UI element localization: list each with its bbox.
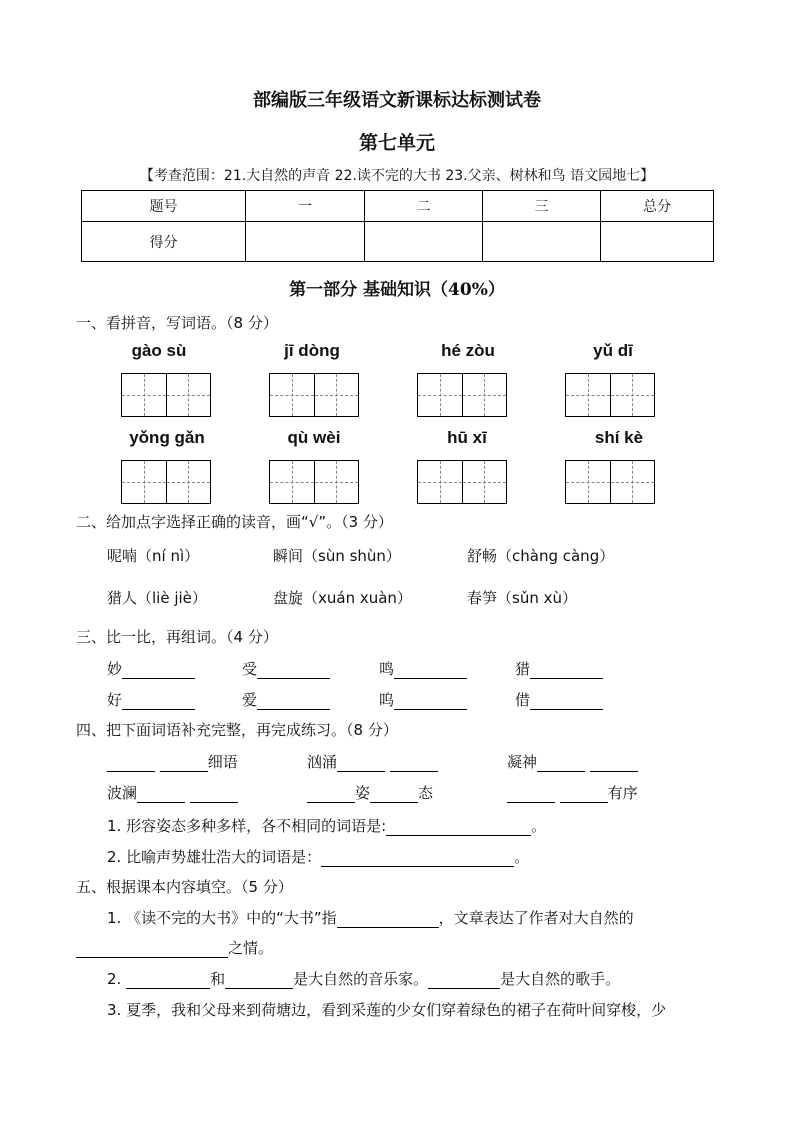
- score-header-cell: 题号: [82, 191, 246, 222]
- part-one-title: 第一部分 基础知识（40%）: [289, 280, 505, 300]
- answer-blank[interactable]: [76, 941, 228, 958]
- q4-subquestion-2: [107, 846, 529, 867]
- reading-choice-item[interactable]: 呢喃（ní nì）: [107, 547, 200, 565]
- answer-blank[interactable]: [160, 755, 208, 772]
- subquestion-text: 2. 比喻声势雄壮浩大的词语是：: [107, 848, 322, 866]
- compare-char: 鸣: [379, 660, 395, 678]
- compare-word-item: [107, 689, 195, 710]
- writing-grid[interactable]: [565, 373, 655, 417]
- q5-line-3: [107, 968, 620, 989]
- question-4-heading: 四、把下面词语补充完整，再完成练习。（8 分）: [76, 721, 398, 739]
- answer-blank[interactable]: [307, 786, 355, 803]
- pinyin-label: jī dòng: [284, 341, 340, 360]
- writing-grid[interactable]: [565, 460, 655, 504]
- compare-char: 猎: [515, 660, 531, 678]
- answer-blank[interactable]: [107, 755, 155, 772]
- reading-choice-item[interactable]: 瞬间（sùn shùn）: [273, 547, 401, 565]
- compare-char: 受: [242, 660, 258, 678]
- writing-grid[interactable]: [417, 373, 507, 417]
- reading-choice-item[interactable]: 猎人（liè jiè）: [107, 589, 207, 607]
- idiom-part: 汹涌: [307, 753, 338, 771]
- answer-blank[interactable]: [190, 786, 238, 803]
- answer-blank[interactable]: [257, 693, 330, 710]
- answer-blank[interactable]: [394, 662, 467, 679]
- compare-word-item: [379, 658, 467, 679]
- fill-text: ，文章表达了作者对大自然的: [438, 909, 634, 927]
- score-row-label: 得分: [82, 222, 246, 262]
- compare-char: 呜: [379, 691, 395, 709]
- answer-blank[interactable]: [560, 786, 608, 803]
- fill-text: 是大自然的歌手。: [500, 970, 621, 988]
- question-1-heading: 一、看拼音，写词语。（8 分）: [76, 314, 278, 332]
- compare-char: 借: [515, 691, 531, 709]
- writing-grid[interactable]: [269, 460, 359, 504]
- score-header-cell: 一: [246, 191, 365, 222]
- question-3-heading: 三、比一比，再组词。（4 分）: [76, 628, 278, 646]
- answer-blank[interactable]: [530, 693, 603, 710]
- answer-blank[interactable]: [337, 755, 385, 772]
- idiom-part: 波澜: [107, 784, 138, 802]
- answer-blank[interactable]: [386, 819, 531, 836]
- exam-scope: 【考查范围：21.大自然的声音 22.读不完的大书 23.父亲、树林和鸟 语文园地七】: [139, 168, 655, 184]
- fill-text: 和: [210, 970, 226, 988]
- sentence-end: 。: [531, 817, 547, 835]
- idiom-fill-item: [507, 751, 638, 772]
- idiom-part: 姿: [355, 784, 371, 802]
- answer-blank[interactable]: [122, 662, 195, 679]
- writing-grid[interactable]: [269, 373, 359, 417]
- answer-blank[interactable]: [394, 693, 467, 710]
- idiom-part: 有序: [607, 784, 638, 802]
- answer-blank[interactable]: [530, 662, 603, 679]
- pinyin-label: qù wèi: [287, 428, 341, 447]
- answer-blank[interactable]: [257, 662, 330, 679]
- score-header-cell: 总分: [601, 191, 714, 222]
- compare-word-item: [242, 689, 330, 710]
- writing-grid[interactable]: [121, 460, 211, 504]
- score-input-cell[interactable]: [483, 222, 601, 262]
- score-input-cell[interactable]: [601, 222, 714, 262]
- idiom-fill-item: [507, 782, 638, 803]
- idiom-fill-item: [307, 782, 433, 803]
- answer-blank[interactable]: [126, 972, 210, 989]
- fill-text: 1. 《读不完的大书》中的“大书”指: [107, 909, 337, 927]
- answer-blank[interactable]: [537, 755, 585, 772]
- answer-blank[interactable]: [137, 786, 185, 803]
- pinyin-label: hū xī: [447, 428, 487, 447]
- idiom-part: 态: [418, 784, 434, 802]
- q5-line-1: [107, 907, 634, 928]
- compare-word-item: [515, 658, 603, 679]
- fill-text: 是大自然的音乐家。: [293, 970, 429, 988]
- subquestion-text: 1. 形容姿态多种多样，各不相同的词语是:: [107, 817, 387, 835]
- idiom-part: 细语: [207, 753, 238, 771]
- answer-blank[interactable]: [122, 693, 195, 710]
- answer-blank[interactable]: [225, 972, 293, 989]
- question-2-heading: 二、给加点字选择正确的读音，画“√”。（3 分）: [76, 513, 393, 531]
- writing-grid[interactable]: [417, 460, 507, 504]
- score-header-cell: 三: [483, 191, 601, 222]
- pinyin-label: yǔ dī: [593, 341, 633, 360]
- score-input-cell[interactable]: [365, 222, 483, 262]
- answer-blank[interactable]: [321, 850, 514, 867]
- answer-blank[interactable]: [370, 786, 418, 803]
- unit-title: 第七单元: [358, 132, 435, 154]
- idiom-fill-item: [107, 751, 238, 772]
- compare-word-item: [242, 658, 330, 679]
- compare-char: 爱: [242, 691, 258, 709]
- q5-line-4: 3. 夏季，我和父母来到荷塘边，看到采莲的少女们穿着绿色的裙子在荷叶间穿梭，少: [107, 1001, 667, 1019]
- pinyin-label: gào sù: [131, 341, 187, 360]
- compare-word-item: [107, 658, 195, 679]
- writing-grid[interactable]: [121, 373, 211, 417]
- sentence-end: 。: [514, 848, 530, 866]
- pinyin-label: yǒng gǎn: [129, 428, 205, 447]
- compare-word-item: [379, 689, 467, 710]
- reading-choice-item[interactable]: 盘旋（xuán xuàn）: [273, 589, 412, 607]
- answer-blank[interactable]: [337, 911, 439, 928]
- answer-blank[interactable]: [590, 755, 638, 772]
- compare-word-item: [515, 689, 603, 710]
- answer-blank[interactable]: [390, 755, 438, 772]
- compare-char: 妙: [107, 660, 123, 678]
- q5-line-2: [76, 937, 273, 958]
- answer-blank[interactable]: [428, 972, 500, 989]
- idiom-part: 凝神: [507, 753, 538, 771]
- pinyin-label: shí kè: [594, 428, 644, 447]
- fill-text: 之情。: [228, 939, 274, 957]
- score-header-cell: 二: [365, 191, 483, 222]
- page-title: 部编版三年级语文新课标达标测试卷: [253, 90, 541, 111]
- reading-choice-item[interactable]: 舒畅（chàng càng）: [467, 547, 615, 565]
- pinyin-label: hé zòu: [441, 341, 495, 360]
- answer-blank[interactable]: [507, 786, 555, 803]
- question-5-heading: 五、根据课本内容填空。（5 分）: [76, 878, 293, 896]
- q4-subquestion-1: [107, 815, 546, 836]
- score-input-cell[interactable]: [246, 222, 365, 262]
- idiom-fill-item: [107, 782, 238, 803]
- reading-choice-item[interactable]: 春笋（sǔn xù）: [467, 589, 577, 607]
- fill-text: 2.: [107, 970, 127, 988]
- score-table: [81, 190, 714, 262]
- idiom-fill-item: [307, 751, 438, 772]
- compare-char: 好: [107, 691, 123, 709]
